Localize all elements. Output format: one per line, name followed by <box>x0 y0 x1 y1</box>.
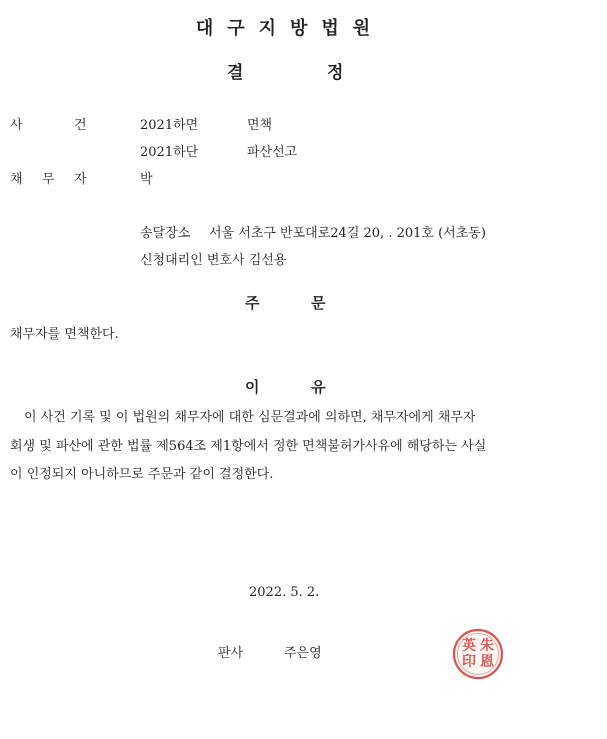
svg-text:恩: 恩 <box>480 654 494 670</box>
court-name: 대구지방법원 <box>195 18 385 39</box>
reason-line-2: 회생 및 파산에 관한 법률 제564조 제1항에서 정한 면책불허가사유에 해당하는 사실 <box>10 439 487 454</box>
reason-line-1: 이 사건 기록 및 이 법원의 채무자에 대한 심문결과에 의하면, 채무자에게 채무자 <box>24 410 476 425</box>
debtor-name: 박 <box>140 172 153 187</box>
svg-text:印: 印 <box>462 654 476 670</box>
case-label-char-1: 사 <box>10 118 23 133</box>
decision-date: 2022. 5. 2. <box>249 585 320 600</box>
order-title-left: 주 <box>245 294 260 312</box>
svg-text:英: 英 <box>462 638 476 654</box>
judge-name: 주은영 <box>284 646 322 661</box>
reason-line-3: 이 인정되지 아니하므로 주문과 같이 결정한다. <box>10 467 274 482</box>
debtor-label-char-3: 자 <box>74 172 87 187</box>
document-title-right: 정 <box>327 63 344 83</box>
case-type-1: 면책 <box>247 118 273 133</box>
delivery-place-label: 송달장소 <box>140 226 191 241</box>
debtor-label-char-1: 채 <box>10 172 23 187</box>
debtor-label-char-2: 무 <box>42 172 55 187</box>
delivery-place: 서울 서초구 반포대로24길 20, . 201호 (서초동) <box>209 226 486 241</box>
case-number-1: 2021하면 <box>140 118 199 133</box>
case-type-2: 파산선고 <box>247 145 298 160</box>
document-title-left: 결 <box>227 63 244 83</box>
applicant-agent: 신청대리인 변호사 김선용 <box>140 253 287 268</box>
reason-title-left: 이 <box>245 378 260 396</box>
reason-title-right: 유 <box>311 378 326 396</box>
case-number-2: 2021하단 <box>140 145 199 160</box>
case-label-char-2: 건 <box>74 118 87 133</box>
judge-seal <box>452 628 504 680</box>
order-text: 채무자를 면책한다. <box>10 327 119 342</box>
judge-title: 판사 <box>218 646 244 661</box>
svg-text:朱: 朱 <box>480 638 494 654</box>
order-title-right: 문 <box>311 294 326 312</box>
